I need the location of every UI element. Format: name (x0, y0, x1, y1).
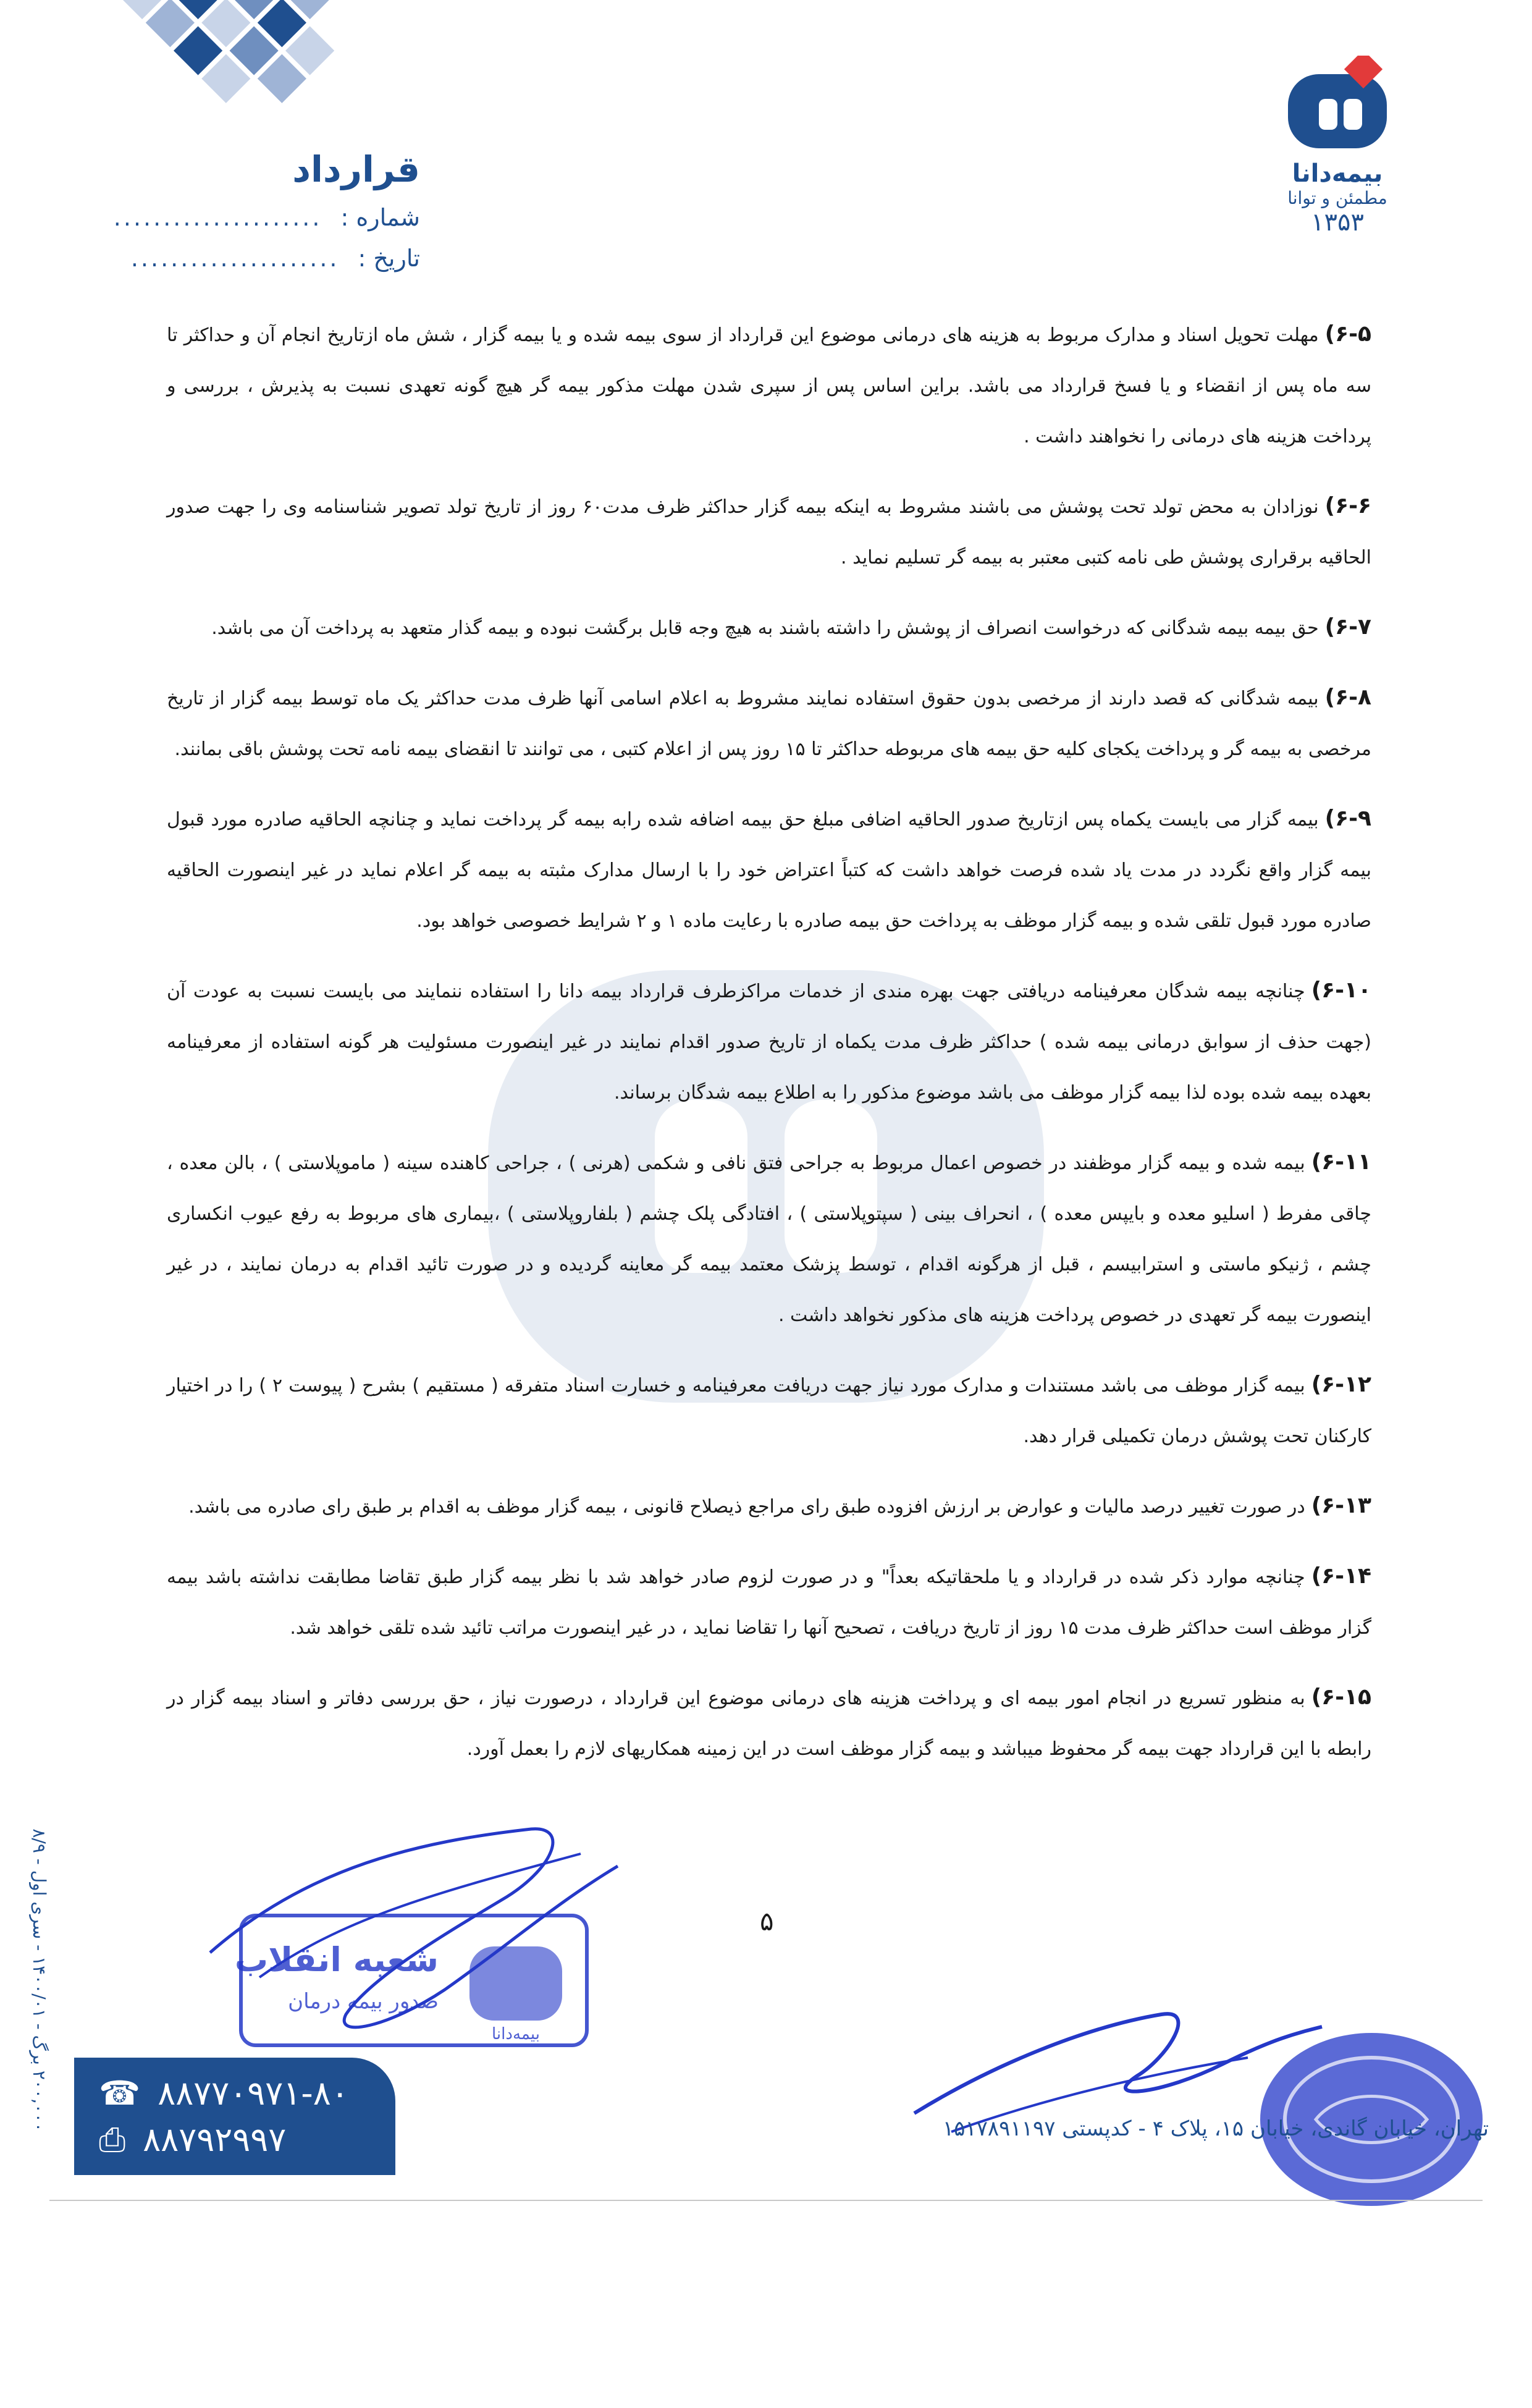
contract-title: قرارداد (292, 148, 420, 190)
date-label: تاریخ : (358, 245, 420, 272)
clause-number: ۶-۱۵) (1311, 1684, 1371, 1710)
logo-slogan: مطمئن و توانا (1287, 188, 1387, 208)
clause-text: به منظور تسریع در انجام امور بیمه ای و پرداخت هزینه های درمانی موضوع این قرارداد ، درصورت نیاز ، حق بررسی دفاتر و اسناد بیمه گزار در رابطه با این قرارداد جهت بیمه گر محفوظ میباشد و بیمه گزار موظف است در این زمینه همکاریهای لازم را بعمل آورد. (167, 1688, 1371, 1760)
clause-number: ۶-۵) (1324, 321, 1371, 347)
clause-number: ۶-۷) (1324, 614, 1371, 640)
header-mosaic-pattern (74, 0, 395, 142)
logo-brand-text: بیمه‌دانا (1292, 159, 1383, 188)
date-field (99, 245, 420, 272)
clause-6-8 (167, 672, 1371, 775)
clause-number: ۶-۱۱) (1311, 1149, 1371, 1175)
clause-text: چنانچه بیمه شدگان معرفینامه دریافتی جهت بهره مندی از خدمات مراکزطرف قرارداد بیمه دانا را استفاده ننمایند می بایست نسبت به عودت آن (جهت حذف از سوابق درمانی بیمه شده ) حداکثر ظرف مدت یکماه از تاریخ صدور اقدام نمایند در غیر اینصورت مسئولیت هر گونه استفاده از معرفینامه بعهده بیمه شده بوده لذا بیمه گزار موظف می باشد موضوع مذکور را به اطلاع بیمه شدگان برساند. (167, 981, 1371, 1104)
phone-row (74, 2070, 395, 2116)
print-code: ۲۰۰,۰۰۰ برگ - ۱۴۰۰/۰۱ - سری اول - ۸/۹ (29, 1828, 49, 2132)
clause-text: در صورت تغییر درصد مالیات و عوارض بر ارزش افزوده طبق رای مراجع ذیصلاح قانونی ، بیمه گزار موظف به اقدام بر طبق رای صادره می باشد. (188, 1496, 1305, 1518)
date-dots: ..................... (130, 245, 340, 272)
number-dots: ..................... (113, 204, 322, 231)
clause-6-11 (167, 1137, 1371, 1341)
company-logo (1266, 56, 1408, 237)
clause-number: ۶-۹) (1324, 806, 1371, 831)
clauses-body (167, 290, 1371, 1786)
stamp-brand: بیمه‌دانا (491, 2025, 541, 2043)
stamp-title: شعبه انقلاب (235, 1940, 439, 1979)
clause-6-7 (167, 602, 1371, 654)
clause-6-13 (167, 1481, 1371, 1532)
clause-6-9 (167, 793, 1371, 947)
logo-year: ۱۳۵۳ (1311, 208, 1364, 237)
clause-text: بیمه گزار موظف می باشد مستندات و مدارک مورد نیاز جهت دریافت معرفینامه و خسارت اسناد متفرقه ( مستقیم ) بشرح ( پیوست ۲ ) را در اختیار کارکنان تحت پوشش درمان تکمیلی قرار دهد. (167, 1375, 1371, 1447)
clause-6-15 (167, 1672, 1371, 1775)
clause-number: ۶-۱۳) (1311, 1493, 1371, 1518)
signature-scribble (185, 1792, 680, 2051)
contact-box (74, 2058, 395, 2175)
clause-number: ۶-۸) (1324, 685, 1371, 710)
clause-6-5 (167, 309, 1371, 462)
phone-number: ۸۸۷۷۰۹۷۱-۸۰ (158, 2074, 349, 2113)
clause-text: نوزادان به محض تولد تحت پوشش می باشند مشروط به اینکه بیمه گزار حداکثر ظرف مدت۶۰ روز از تاریخ تولد تصویر شناسنامه وی را جهت صدور الحاقیه برقراری پوشش طی نامه کتبی معتبر به بیمه گر تسلیم نماید . (167, 496, 1371, 568)
number-field (99, 204, 420, 231)
clause-6-14 (167, 1551, 1371, 1654)
clause-text: چنانچه موارد ذکر شده در قرارداد و یا ملحقاتیکه بعداً" و در صورت لزوم صادر خواهد شد با نظر بیمه گزار طبق تقاضا مطابقت نداشته باشد بیمه گزار موظف است حداکثر ظرف مدت ۱۵ روز از تاریخ دریافت ، تصحیح آنها را تقاضا نماید ، در غیر اینصورت مراتب تائید شده تلقی خواهد شد. (167, 1566, 1371, 1639)
clause-number: ۶-۱۲) (1311, 1372, 1371, 1397)
dana-logo-icon (1276, 56, 1399, 154)
contract-header (99, 148, 420, 272)
stamp-subtitle: صدور بیمه درمان (288, 1989, 439, 2014)
fax-icon: ⎙ (99, 2119, 131, 2159)
clause-6-10 (167, 965, 1371, 1118)
clause-text: مهلت تحویل اسناد و مدارک مربوط به هزینه های درمانی موضوع این قرارداد از سوی بیمه شده و یا بیمه گزار ، شش ماه ازتاریخ انجام آن و حداکثر تا سه ماه پس از انقضاء و یا فسخ قرارداد می باشد. براین اساس پس از سپری شدن مهلت مذکور بیمه گر هیچ گونه تعهدی نسبت به پذیرش ، بررسی و پرداخت هزینه های درمانی را نخواهند داشت . (167, 324, 1371, 447)
number-label: شماره : (340, 204, 420, 231)
clause-number: ۶-۱۰) (1311, 978, 1371, 1003)
clause-number: ۶-۱۴) (1311, 1563, 1371, 1589)
clause-6-12 (167, 1359, 1371, 1462)
clause-text: بیمه شده و بیمه گزار موظفند در خصوص اعمال مربوط به جراحی فتق نافی و شکمی (هرنی ) ، جراحی کاهنده سینه ( ماموپلاستی ) ، بالن معده ، چاقی مفرط ( اسلیو معده و بایپس معده ) ، انحراف بینی ( سپتوپلاستی ) ، افتادگی پلک چشم ( بلفاروپلاستی ) ،بیماری های مربوط به رفع عیوب انکساری چشم ، ژنیکو ماستی و استرابیسم ، قبل از هرگونه اقدام ، توسط پزشک معتمد بیمه گر معاینه گردیده و در صورت تائید اقدام به درمان نمایند ، در غیر اینصورت بیمه گر تعهدی در خصوص پرداخت هزینه های مذکور نخواهد داشت . (167, 1152, 1371, 1326)
clause-6-6 (167, 481, 1371, 583)
page-number: ۵ (760, 1906, 774, 1937)
clause-text: بیمه گزار می بایست یکماه پس ازتاریخ صدور الحاقیه اضافی مبلغ حق بیمه اضافه شده رابه بیمه گر پرداخت نماید و چنانچه الحاقیه صادره مورد قبول بیمه گزار واقع نگردد در مدت یاد شده فرصت خواهد داشت که کتباً اعتراض خود را با ارسال مدارک مثبته به بیمه گر اعلام نماید در غیر اینصورت الحاقیه صادره مورد قبول تلقی شده و بیمه گزار موظف به پرداخت حق بیمه صادره با رعایت ماده ۱ و ۲ شرایط خصوصی خواهد بود. (167, 809, 1371, 932)
phone-icon: ☎ (99, 2074, 146, 2113)
clause-number: ۶-۶) (1324, 493, 1371, 518)
clause-text: بیمه شدگانی که قصد دارند از مرخصی بدون حقوق استفاده نمایند مشروط به اعلام اسامی آنها ظرف مدت حداکثر یک ماه توسط بیمه گزار از تاریخ مرخصی به بیمه گر و پرداخت یکجای کلیه حق بیمه های مربوطه حداکثر تا ۱۵ روز پس از اعلام کتبی ، می توانند تا انقضای بیمه نامه تحت پوشش باقی بمانند. (167, 688, 1371, 760)
footer-address: تهران، خیابان گاندی، خیابان ۱۵، پلاک ۴ - کدپستی ۱۵۱۷۸۹۱۱۹۷ (942, 2116, 1489, 2141)
fax-row (74, 2116, 395, 2163)
clause-text: حق بیمه بیمه شدگانی که درخواست انصراف از پوشش را داشته باشند به هیچ وجه قابل برگشت نبوده و بیمه گذار متعهد به پرداخت آن می باشد. (211, 617, 1319, 639)
footer-divider (49, 2200, 1483, 2201)
fax-number: ۸۸۷۹۲۹۹۷ (143, 2120, 287, 2159)
